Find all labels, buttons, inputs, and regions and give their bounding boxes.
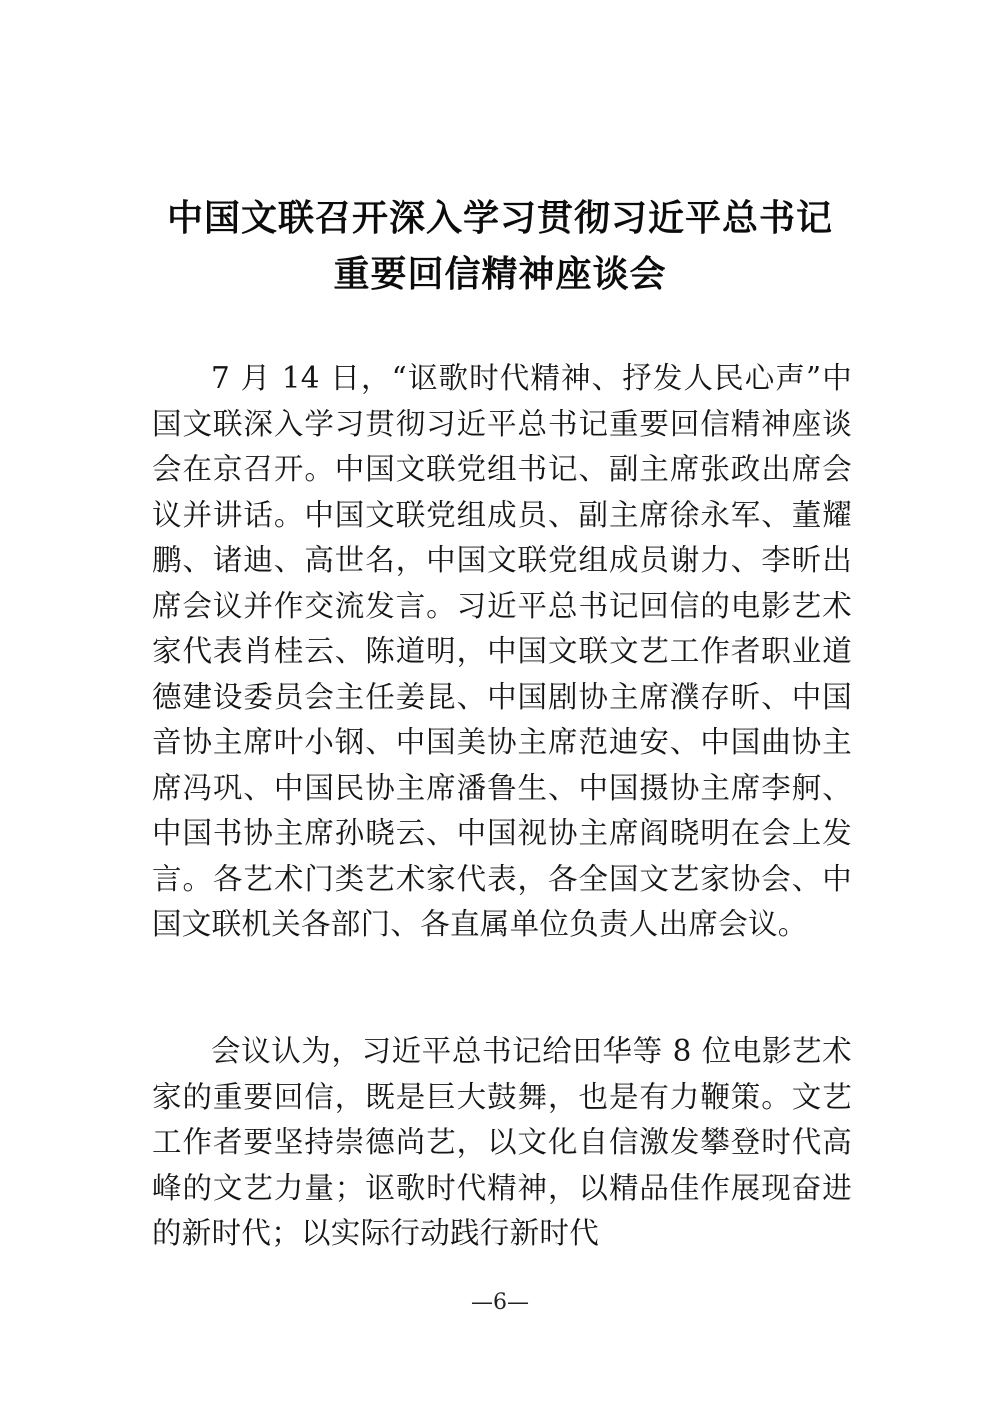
document-title-line-2: 重要回信精神座谈会 — [333, 253, 667, 295]
document-title-line-1: 中国文联召开深入学习贯彻习近平总书记 — [166, 197, 833, 239]
page-number: —6— — [471, 1290, 529, 1315]
paragraph-2: 会议认为，习近平总书记给田华等 8 位电影艺术家的重要回信，既是巨大鼓舞，也是有力鞭策。文艺工作者要坚持崇德尚艺，以文化自信激发攀登时代高峰的文艺力量；讴歌时代精神，以精品佳作展现奋进的新时代；以实际行动践行新时代 — [152, 1034, 852, 1250]
paragraph-1: 7 月 14 日，“讴歌时代精神、抒发人民心声”中国文联深入学习贯彻习近平总书记重要回信精神座谈会在京召开。中国文联党组书记、副主席张政出席会议并讲话。中国文联党组成员、副主席徐永军、董耀鹏、诸迪、高世名，中国文联党组成员谢力、李昕出席会议并作交流发言。习近平总书记回信的电影艺术家代表肖桂云、陈道明，中国文联文艺工作者职业道德建设委员会主任姜昆、中国剧协主席濮存昕、中国音协主席叶小钢、中国美协主席范迪安、中国曲协主席冯巩、中国民协主席潘鲁生、中国摄协主席李舸、中国书协主席孙晓云、中国视协主席阎晓明在会上发言。各艺术门类艺术家代表，各全国文艺家协会、中国文联机关各部门、各直属单位负责人出席会议。 — [152, 361, 852, 941]
